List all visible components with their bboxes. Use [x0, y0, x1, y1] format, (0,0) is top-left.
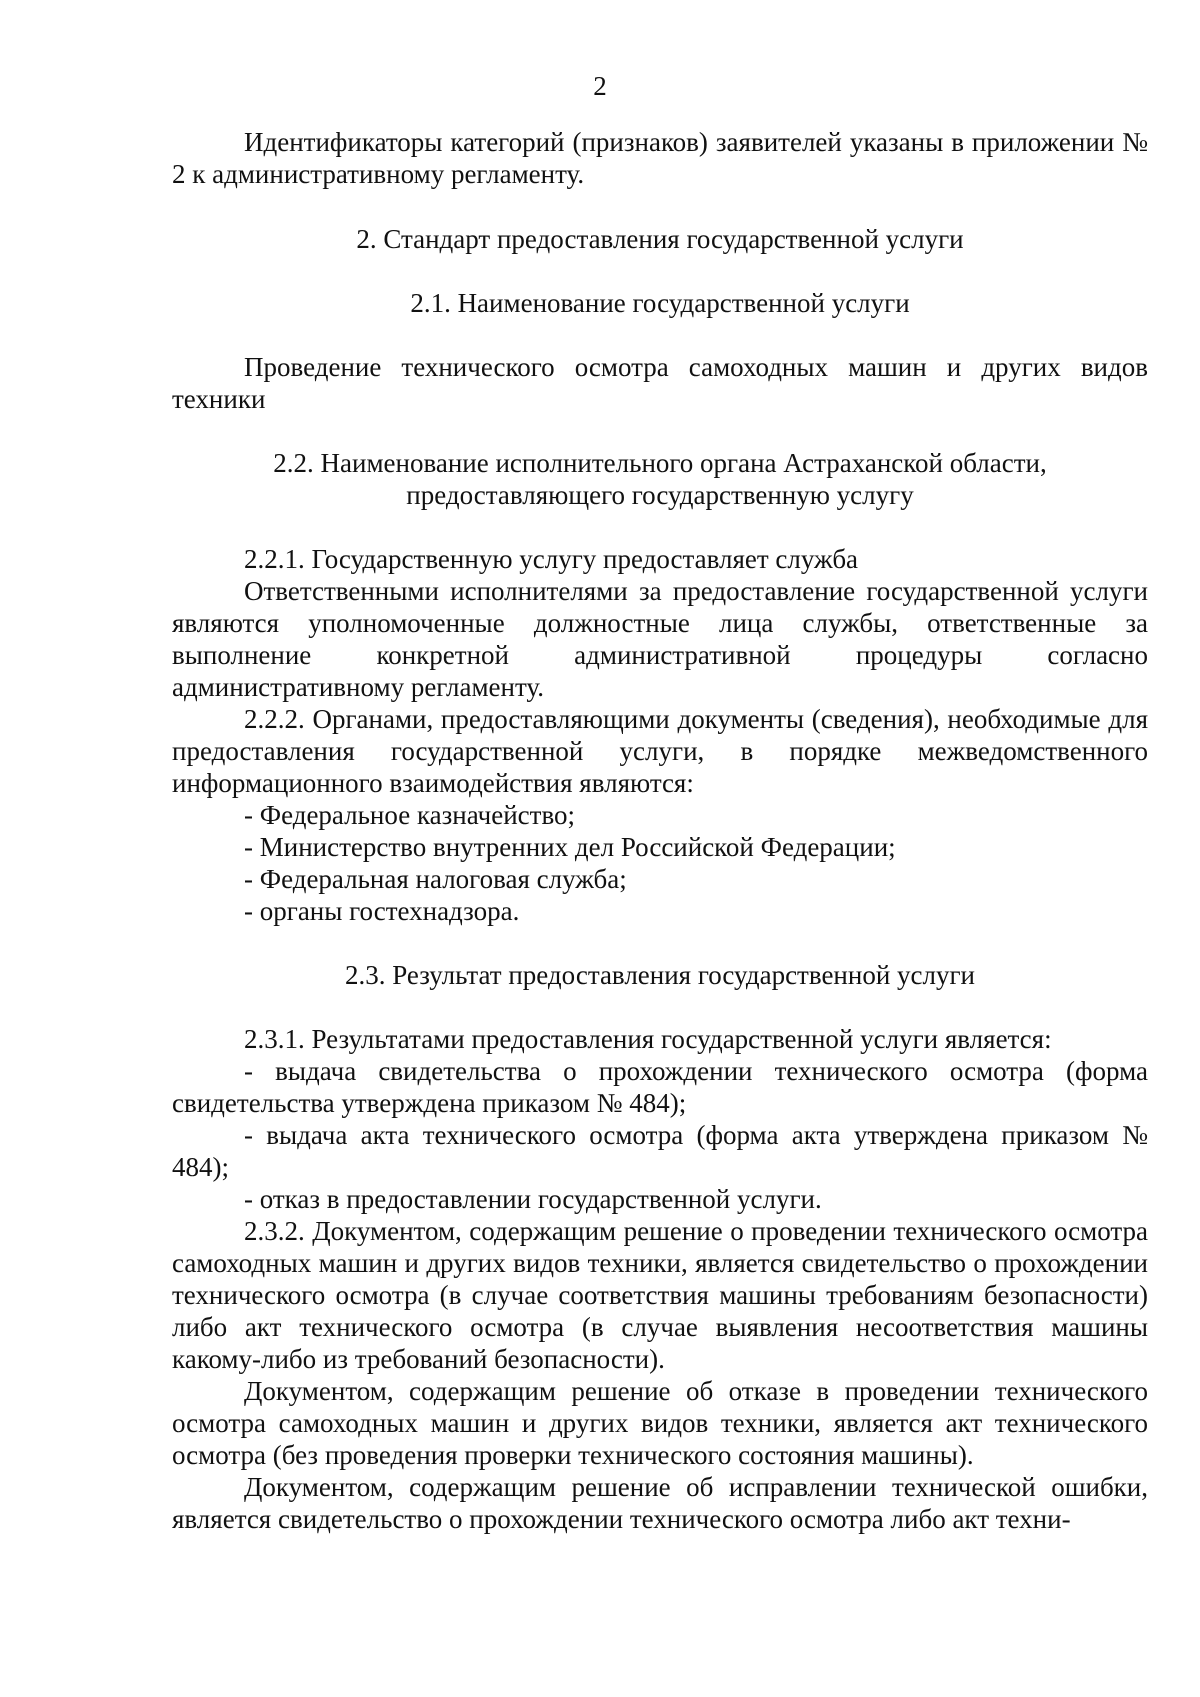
- list-item: - органы гостехнадзора.: [244, 896, 520, 926]
- section-2-3-heading: 2.3. Результат предоставления государственной услуги: [344, 960, 976, 990]
- paragraph-2-2-2: 2.2.2. Органами, предоставляющими документы (сведения), необходимые для предоставления государственной услуги, в порядке межведомственного информационного взаимодействия являются:: [172, 704, 1148, 798]
- paragraph-refusal: Документом, содержащим решение об отказе в проведении технического осмотра самоходных машин и других видов техники, является акт технического осмотра (без проведения проверки технического состояния машины).: [172, 1376, 1148, 1470]
- list-item: - Министерство внутренних дел Российской Федерации;: [244, 832, 896, 862]
- section-2-heading: 2. Стандарт предоставления государственной услуги: [356, 224, 964, 254]
- list-item: - Федеральная налоговая служба;: [244, 864, 627, 894]
- list-item: - выдача свидетельства о прохождении технического осмотра (форма свидетельства утверждена приказом № 484);: [172, 1056, 1148, 1118]
- paragraph-correction: Документом, содержащим решение об исправлении технической ошибки, является свидетельство о прохождении технического осмотра либо акт техни-: [172, 1472, 1148, 1534]
- paragraph-responsible: Ответственными исполнителями за предоставление государственной услуги являются уполномоченные должностные лица службы, ответственные за выполнение конкретной административной процедуры согласно административному регламенту.: [172, 576, 1148, 702]
- paragraph-identifiers: Идентификаторы категорий (признаков) заявителей указаны в приложении № 2 к административному регламенту.: [172, 127, 1148, 189]
- section-2-1-heading: 2.1. Наименование государственной услуги: [410, 288, 910, 318]
- page-number: 2: [593, 71, 607, 101]
- service-name-paragraph: Проведение технического осмотра самоходных машин и других видов техники: [172, 352, 1148, 414]
- list-item: - отказ в предоставлении государственной услуги.: [244, 1184, 822, 1214]
- paragraph-2-3-1: 2.3.1. Результатами предоставления государственной услуги является:: [244, 1024, 1052, 1054]
- list-item: - выдача акта технического осмотра (форма акта утверждена приказом № 484);: [172, 1120, 1148, 1182]
- section-2-2-heading: 2.2. Наименование исполнительного органа Астраханской области, предоставляющего государственную услугу: [273, 448, 1047, 510]
- document-body: [172, 126, 1148, 1535]
- paragraph-2-3-2: 2.3.2. Документом, содержащим решение о проведении технического осмотра самоходных машин и других видов техники, является свидетельство о прохождении технического осмотра (в случае соответствия машины требованиям безопасности) либо акт технического осмотра (в случае выявления несоответствия машины какому-либо из требований безопасности).: [172, 1216, 1148, 1374]
- list-item: - Федеральное казначейство;: [244, 800, 576, 830]
- paragraph-2-2-1: 2.2.1. Государственную услугу предоставляет служба: [244, 544, 859, 574]
